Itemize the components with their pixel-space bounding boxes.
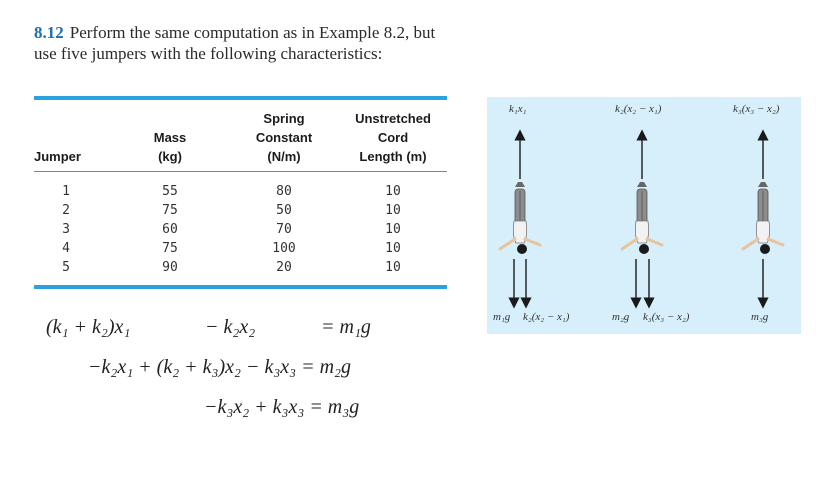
problem-number: 8.12 [34,23,64,42]
cell-spring: 20 [276,260,292,275]
equation-1-left: (k₁ + k₂)x₁ [46,316,131,338]
header-cord-length: Unstretched Cord Length (m) [355,111,431,164]
problem-statement [34,22,454,64]
bottom-label-k3: k₃(x₃ − x₂) [643,311,690,323]
cell-cord: 10 [385,222,401,237]
bottom-label-m2g: m₂g [612,311,630,323]
equation-2: −k₂x₁ + (k₂ + k₃)x₂ − k₃x₃ = m₂g [88,356,352,378]
column-jumper [54,182,78,277]
column-cord [373,182,413,277]
cell-mass: 55 [162,184,178,199]
bottom-label-k2: k₂(x₂ − x₁) [523,311,570,323]
jumper-figure-2 [622,182,662,254]
cell-jumper: 1 [62,184,70,199]
cell-mass: 75 [162,203,178,218]
cell-cord: 10 [385,241,401,256]
top-label-1: k₁x₁ [509,103,527,115]
table-bottom-rule [34,285,447,289]
header-spring-constant: Spring Constant (N/m) [255,111,313,164]
header-jumper: Jumper [34,149,81,164]
column-spring [264,182,304,277]
equation-1-right: = m₁g [321,316,371,338]
table-top-rule [34,96,447,100]
cell-jumper: 4 [62,241,70,256]
top-label-3: k₃(x₃ − x₂) [733,103,780,115]
problem-text-1: Perform the same computation as in Example 8.2, but [69,23,436,42]
table-header-rule [34,171,447,172]
equation-3: −k₃x₂ + k₃x₃ = m₃g [204,396,360,418]
cell-spring: 100 [272,241,296,256]
cell-jumper: 3 [62,222,70,237]
jumper-figure-1 [500,182,540,254]
problem-text-2: use five jumpers with the following characteristics: [34,44,383,63]
cell-cord: 10 [385,260,401,275]
bottom-label-m1g: m₁g [493,311,511,323]
free-body-diagram [487,97,801,334]
cell-spring: 70 [276,222,292,237]
cell-cord: 10 [385,184,401,199]
free-body-figure [487,97,801,334]
cell-spring: 50 [276,203,292,218]
bottom-label-m3g: m₃g [751,311,769,323]
cell-spring: 80 [276,184,292,199]
header-mass: Mass (kg) [153,130,187,164]
cell-jumper: 2 [62,203,70,218]
cell-mass: 60 [162,222,178,237]
column-mass [154,182,186,277]
problem-line-1 [34,22,454,43]
equation-1-mid: − k₂x₂ [205,316,256,338]
top-label-2: k₂(x₂ − x₁) [615,103,662,115]
cell-mass: 90 [162,260,178,275]
cell-cord: 10 [385,203,401,218]
cell-jumper: 5 [62,260,70,275]
jumper-figure-3 [743,182,783,254]
jumper-table [34,96,447,290]
cell-mass: 75 [162,241,178,256]
